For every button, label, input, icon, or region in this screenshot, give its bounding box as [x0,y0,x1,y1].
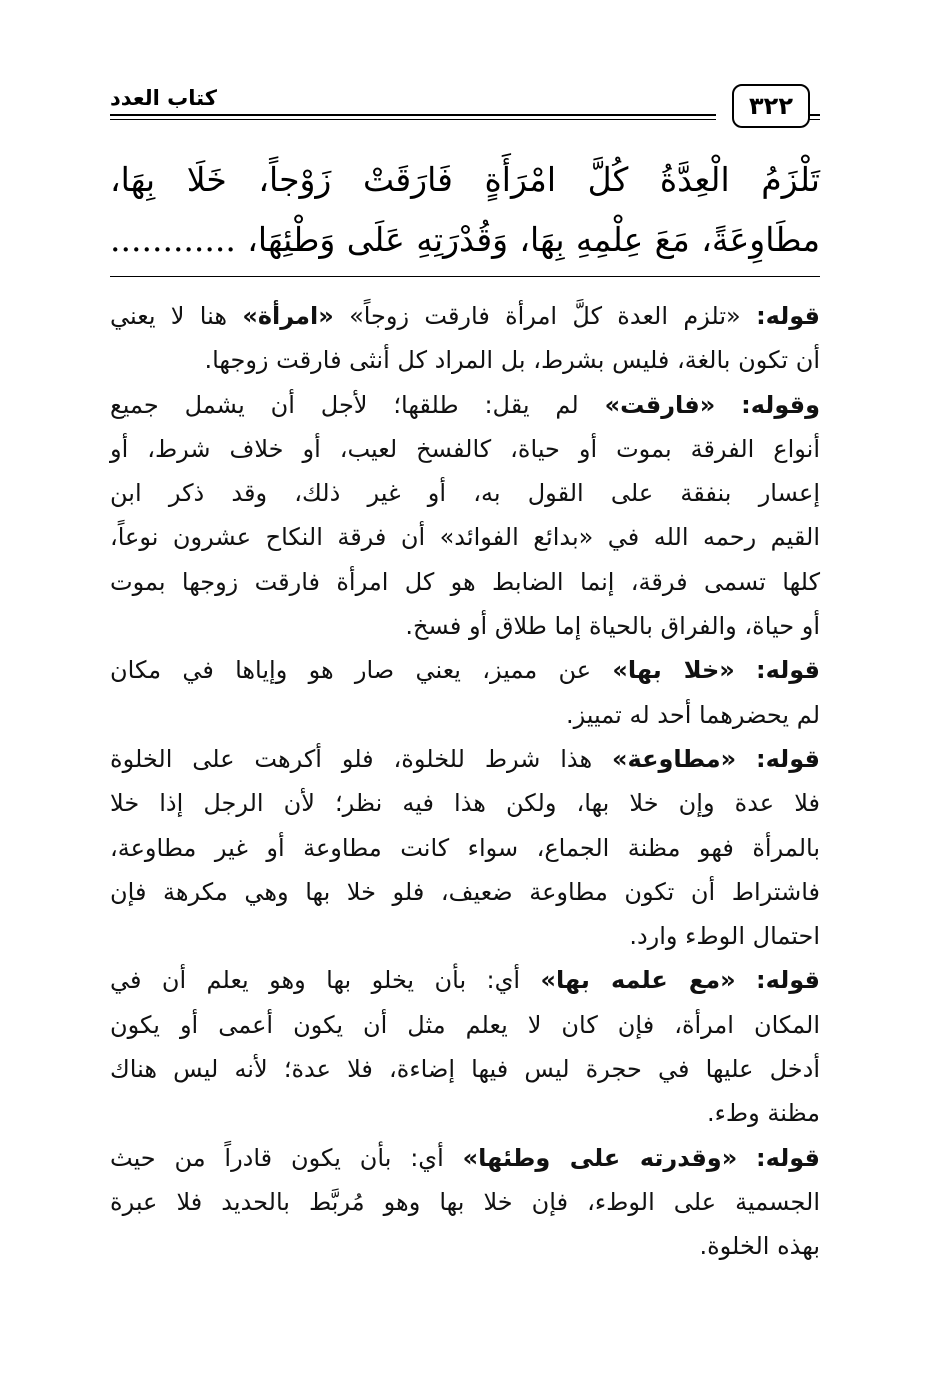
p1-line-2: أن تكون بالغة، فليس بشرط، بل المراد كل أنثى فارقت زوجها. [204,346,820,375]
p3-line-1 [110,648,820,692]
p2-line-1-rest: لم يقل: طلقها؛ لأجل أن يشمل جميع [110,390,579,419]
matn-line-2 [110,210,820,270]
p3-line-2: لم يحضرهما أحد له تمييز. [565,700,820,729]
p2-lead: وقوله: [741,390,820,419]
commentary-paragraph-4 [110,737,820,958]
p3-lead: قوله: [756,656,820,685]
commentary-paragraph-5 [110,958,820,1135]
p6-lead: قوله: [756,1143,820,1172]
matn-separator [110,276,820,277]
p1-line-1-rest: هنا لا يعني [110,302,228,330]
p1-quote-2: «امرأة» [242,302,334,330]
p2-line-5: كلها تسمى فرقة، إنما الضابط هو كل امرأة فارقت زوجها بموت [110,567,820,596]
p5-line-1-rest: أي: بأن يخلو بها وهو يعلم أن في [110,966,521,995]
matn-line-1: تَلْزَمُ الْعِدَّةُ كُلَّ امْرَأَةٍ فَارَقَتْ زَوْجاً، خَلَا بِهَا، [110,160,820,199]
p6-line-1 [110,1136,820,1180]
p1-lead: قوله: [756,302,820,330]
p4-line-2: فلا عدة وإن خلا بها، ولكن هذا فيه نظر؛ لأن الرجل إذا خلا [110,789,820,818]
p4-lead: قوله: [756,744,820,773]
p4-line-5: احتمال الوطء وارد. [629,922,820,951]
p4-line-1 [110,737,820,781]
p5-line-3: أدخل عليها في حجرة ليس فيها إضاءة، فلا عدة؛ لأنه ليس هناك [110,1055,820,1084]
p6-line-2: الجسمية على الوطء، فإن خلا بها وهو مُربَّط بالحديد فلا عبرة [110,1187,820,1216]
p4-quote: «مطاوعة» [612,744,737,773]
p4-line-3: بالمرأة فهو مظنة الجماع، سواء كانت مطاوعة أو غير مطاوعة، [110,833,820,862]
p2-line-2: أنواع الفرقة بموت أو حياة، كالفسخ لعيب، أو خلاف شرط، أو [110,434,820,463]
p1-quote: «تلزم العدة كلَّ امرأة فارقت زوجاً» [349,302,741,330]
p5-quote: «مع علمه بها» [540,966,736,995]
p2-line-4: القيم رحمه الله في «بدائع الفوائد» أن فرقة النكاح عشرون نوعاً، [110,523,820,552]
p3-quote: «خلا بها» [612,656,735,685]
commentary [110,294,820,1269]
p3-line-1-rest: عن مميز، يعني صار هو وإياها في مكان [110,656,592,685]
page-number: ٣٢٢ [732,84,810,128]
p1-line-1 [110,294,820,338]
p6-line-3: بهذه الخلوة. [699,1232,820,1261]
p5-line-4: مظنة وطء. [707,1099,820,1128]
p4-line-1-rest: هذا شرط للخلوة، فلو أكرهت على الخلوة [110,744,593,773]
book-title: كتاب العدد [110,86,217,110]
p6-quote: «وقدرته على وطئها» [462,1143,738,1172]
p2-line-1 [110,383,820,427]
p5-line-1 [110,958,820,1002]
p4-line-4: فاشتراط أن تكون مطاوعة ضعيف، فلو خلا بها وهي مكرهة فإن [110,877,820,906]
page-header [110,78,820,138]
matn-line-2-text: مطَاوِعَةً، مَعَ عِلْمِهِ بِهَا، وَقُدْرَتِهِ عَلَى وَطْئِهَا، [247,220,820,259]
p2-quote: «فارقت» [604,390,716,419]
p5-lead: قوله: [756,966,820,995]
header-rule-left-thin [110,119,716,120]
p2-line-6: أو حياة، والفراق بالحياة إما طلاق أو فسخ. [405,612,820,641]
commentary-paragraph-2 [110,383,820,649]
matn-text [110,150,820,270]
matn-dots: ............ [110,220,236,259]
commentary-paragraph-3 [110,648,820,737]
p2-line-3: إعسار بنفقة على القول به، أو غير ذلك، وقد ذكر ابن [110,479,820,508]
p6-line-1-rest: أي: بأن يكون قادراً من حيث [110,1143,444,1172]
header-rule-left [110,114,716,116]
p5-line-2: المكان امرأة، فإن كان لا يعلم مثل أن يكون أعمى أو يكون [110,1010,820,1039]
commentary-paragraph-1 [110,294,820,383]
commentary-paragraph-6 [110,1136,820,1269]
